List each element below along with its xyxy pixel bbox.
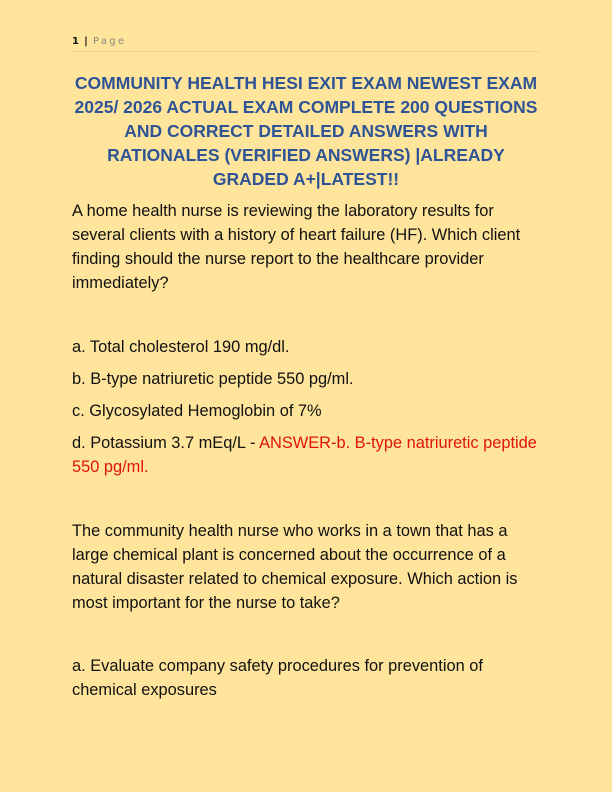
page-separator: | [84, 36, 88, 47]
page-label: Page [93, 36, 127, 47]
page-number: 1 [72, 36, 79, 47]
document-title: COMMUNITY HEALTH HESI EXIT EXAM NEWEST EXAM 2025/ 2026 ACTUAL EXAM COMPLETE 200 QUESTIONS AND CORRECT DETAILED ANSWERS WITH RATIONALES (VERIFIED ANSWERS) |ALREADY GRADED A+|LATEST!! [74, 73, 538, 189]
question-2-option-a: a. Evaluate company safety procedures for prevention of chemical exposures [72, 657, 483, 699]
question-1-option-d [72, 431, 547, 479]
question-2-stem: The community health nurse who works in a town that has a large chemical plant is concerned about the occurrence of a natural disaster related to chemical exposure. Which action is most important for the nurse to take? [72, 522, 518, 612]
page-header [72, 36, 540, 52]
question-1-answer: ANSWER-b. B-type natriuretic peptide 550 pg/ml. [72, 434, 537, 476]
question-1-stem: A home health nurse is reviewing the laboratory results for several clients with a history of heart failure (HF). Which client finding should the nurse report to the healthcare provider immediately? [72, 202, 521, 292]
question-1-option-b: b. B-type natriuretic peptide 550 pg/ml. [72, 370, 354, 388]
option-d-text: d. Potassium 3.7 mEq/L - [72, 434, 260, 452]
question-1-option-a: a. Total cholesterol 190 mg/dl. [72, 338, 290, 356]
question-1-option-c: c. Glycosylated Hemoglobin of 7% [72, 402, 322, 420]
